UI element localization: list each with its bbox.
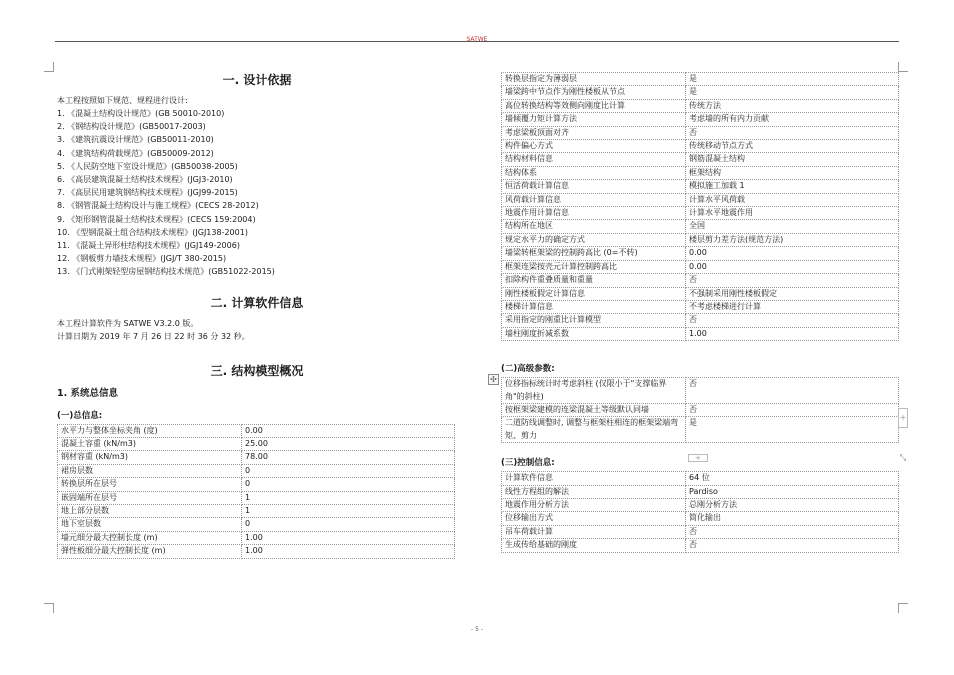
param-value-cell[interactable]: 78.00 (242, 451, 455, 464)
param-value-cell[interactable]: 1 (242, 491, 455, 504)
param-name-cell[interactable]: 吊车荷载计算 (502, 525, 686, 538)
table-row (502, 73, 899, 86)
table-row (58, 478, 455, 491)
param-name-cell[interactable]: 结构所在地区 (502, 220, 686, 233)
code-list-item: 7. 《高层民用建筑钢结构技术规程》(JGJ99-2015) (57, 188, 238, 198)
table-row (502, 403, 899, 416)
table-row (502, 220, 899, 233)
param-value-cell[interactable]: 1.00 (686, 327, 899, 340)
table-resize-handle-icon[interactable]: ⤡ (899, 453, 907, 462)
table-row (502, 314, 899, 327)
param-name-cell[interactable]: 位移输出方式 (502, 512, 686, 525)
param-name-cell[interactable]: 水平力与整体坐标夹角 (度) (58, 424, 242, 437)
table-row (502, 113, 899, 126)
param-value-cell[interactable]: 钢筋混凝土结构 (686, 153, 899, 166)
param-value-cell[interactable]: 0.00 (686, 247, 899, 260)
table-row (502, 498, 899, 511)
param-name-cell[interactable]: 刚性楼板假定计算信息 (502, 287, 686, 300)
param-name-cell[interactable]: 扣除构件重叠质量和重量 (502, 274, 686, 287)
table-row (502, 260, 899, 273)
param-name-cell[interactable]: 结构材料信息 (502, 153, 686, 166)
param-name-cell[interactable]: 二道防线调整时, 调整与框架柱相连的框架梁端弯矩、剪力 (502, 417, 686, 443)
code-list-item: 12. 《钢板剪力墙技术规程》(JGJ/T 380-2015) (57, 254, 227, 264)
table-row (502, 233, 899, 246)
param-value-cell[interactable]: 0 (242, 464, 455, 477)
left-column (57, 72, 457, 559)
table-row (502, 327, 899, 340)
param-name-cell[interactable]: 按框架梁建模的连梁混凝土等级默认同墙 (502, 403, 686, 416)
param-name-cell[interactable]: 高位转换结构等效侧向刚度比计算 (502, 99, 686, 112)
crop-mark-top-left (44, 62, 54, 72)
param-name-cell[interactable]: 规定水平力的确定方式 (502, 233, 686, 246)
table-row (58, 545, 455, 558)
param-value-cell[interactable]: 否 (686, 314, 899, 327)
code-list (57, 107, 457, 279)
param-value-cell[interactable]: 不强制采用刚性楼板假定 (686, 287, 899, 300)
code-list-item: 10. 《型钢混凝土组合结构技术规程》(JGJ138-2001) (57, 227, 248, 237)
code-list-item: 11. 《混凝土异形柱结构技术规程》(JGJ149-2006) (57, 241, 240, 251)
param-name-cell[interactable]: 地震作用分析方法 (502, 498, 686, 511)
calc-date-text: 计算日期为 2019 年 7 月 26 日 22 时 36 分 32 秒。 (57, 331, 250, 341)
table-row (502, 300, 899, 313)
param-name-cell[interactable]: 墙梁转框架梁的控制跨高比 (0=不转) (502, 247, 686, 260)
param-value-cell[interactable]: 模拟施工加载 1 (686, 180, 899, 193)
table-row (502, 417, 899, 443)
design-basis-intro: 本工程按照如下规范、规程进行设计: (57, 96, 188, 105)
code-list-item: 3. 《建筑抗震设计规范》(GB50011-2010) (57, 135, 214, 145)
param-value-cell[interactable]: 否 (686, 274, 899, 287)
param-value-cell[interactable]: 25.00 (242, 438, 455, 451)
param-value-cell[interactable]: 否 (686, 539, 899, 552)
table-row (58, 505, 455, 518)
table-row (58, 491, 455, 504)
param-value-cell[interactable]: 计算水平风荷载 (686, 193, 899, 206)
param-name-cell[interactable]: 地上部分层数 (58, 505, 242, 518)
param-name-cell[interactable]: 计算软件信息 (502, 472, 686, 485)
table-row (502, 287, 899, 300)
param-name-cell[interactable]: 墙倾覆力矩计算方法 (502, 113, 686, 126)
param-name-cell[interactable]: 结构体系 (502, 166, 686, 179)
param-value-cell[interactable]: 否 (686, 126, 899, 139)
table-row (502, 193, 899, 206)
table-row (502, 525, 899, 538)
table-row (502, 485, 899, 498)
table-row (502, 539, 899, 552)
param-name-cell[interactable]: 嵌固端所在层号 (58, 491, 242, 504)
table-row (502, 153, 899, 166)
code-list-item: 9. 《矩形钢管混凝土结构技术规程》(CECS 159:2004) (57, 214, 256, 224)
table-row (502, 207, 899, 220)
param-value-cell[interactable]: 0 (242, 478, 455, 491)
code-list-item: 1. 《混凝土结构设计规范》(GB 50010-2010) (57, 109, 225, 118)
code-list-item: 2. 《钢结构设计规范》(GB50017-2003) (57, 122, 206, 132)
crop-mark-bottom-right (898, 603, 908, 613)
param-value-cell[interactable]: 传统方法 (686, 99, 899, 112)
table-row (58, 464, 455, 477)
param-value-cell[interactable]: 传统移动节点方式 (686, 140, 899, 153)
code-list-item: 6. 《高层建筑混凝土结构技术规程》(JGJ3-2010) (57, 175, 233, 185)
code-list-item: 13. 《门式刚架轻型房屋钢结构技术规范》(GB51022-2015) (57, 267, 275, 277)
table-row (502, 274, 899, 287)
param-value-cell[interactable]: Pardiso (686, 485, 899, 498)
param-name-cell[interactable]: 转换层指定为薄弱层 (502, 73, 686, 86)
param-value-cell[interactable]: 不考虑楼梯进行计算 (686, 300, 899, 313)
general-info-heading: (一)总信息: (57, 410, 103, 421)
crop-mark-bottom-left (44, 603, 54, 613)
param-value-cell[interactable]: 是 (686, 86, 899, 99)
page-header: SATWE (466, 36, 488, 43)
param-name-cell[interactable]: 框架连梁按壳元计算控制跨高比 (502, 260, 686, 273)
param-name-cell[interactable]: 墙柱刚度折减系数 (502, 327, 686, 340)
table-row (58, 451, 455, 464)
param-value-cell[interactable]: 是 (686, 417, 899, 443)
param-value-cell[interactable]: 1.00 (242, 531, 455, 544)
param-value-cell[interactable]: 1 (242, 505, 455, 518)
table-row (502, 472, 899, 485)
page-footer: - 5 - (471, 626, 483, 633)
param-name-cell[interactable]: 墙元细分最大控制长度 (m) (58, 531, 242, 544)
right-column (501, 72, 901, 553)
section-software-title: 二. 计算软件信息 (210, 295, 304, 310)
param-value-cell[interactable]: 全国 (686, 220, 899, 233)
table-row (502, 512, 899, 525)
table-row (502, 86, 899, 99)
structure-params-table (501, 72, 899, 341)
header-divider (55, 41, 899, 42)
param-name-cell[interactable]: 混凝土容重 (kN/m3) (58, 438, 242, 451)
table-row (502, 166, 899, 179)
param-name-cell[interactable]: 风荷载计算信息 (502, 193, 686, 206)
control-info-table (501, 471, 899, 552)
param-name-cell[interactable]: 转换层所在层号 (58, 478, 242, 491)
param-value-cell[interactable]: 是 (686, 73, 899, 86)
param-value-cell[interactable]: 0.00 (242, 424, 455, 437)
param-value-cell[interactable]: 考虑墙的所有内力贡献 (686, 113, 899, 126)
param-value-cell[interactable]: 64 位 (686, 472, 899, 485)
general-info-table (57, 424, 455, 559)
param-value-cell[interactable]: 框架结构 (686, 166, 899, 179)
section-model-title: 三. 结构模型概况 (210, 363, 304, 378)
param-name-cell[interactable]: 弹性板细分最大控制长度 (m) (58, 545, 242, 558)
param-value-cell[interactable]: 楼层剪力差方法(规范方法) (686, 233, 899, 246)
advanced-params-table (501, 377, 899, 443)
control-info-heading: (三)控制信息: (501, 458, 555, 469)
table-move-handle-icon[interactable]: ✣ (488, 374, 499, 385)
param-name-cell[interactable]: 线性方程组的解法 (502, 485, 686, 498)
table-row (58, 518, 455, 531)
crop-mark-top-right (898, 62, 908, 72)
add-column-icon[interactable]: + (898, 408, 908, 428)
param-name-cell[interactable]: 构件偏心方式 (502, 140, 686, 153)
param-name-cell[interactable]: 楼梯计算信息 (502, 300, 686, 313)
param-value-cell[interactable]: 计算水平地震作用 (686, 207, 899, 220)
param-name-cell[interactable]: 钢材容重 (kN/m3) (58, 451, 242, 464)
code-list-item: 8. 《钢管混凝土结构设计与施工规程》(CECS 28-2012) (57, 201, 259, 211)
param-value-cell[interactable]: 1.00 (242, 545, 455, 558)
param-name-cell[interactable]: 恒活荷载计算信息 (502, 180, 686, 193)
param-value-cell[interactable]: 简化输出 (686, 512, 899, 525)
param-value-cell[interactable]: 否 (686, 378, 899, 404)
param-value-cell[interactable]: 总刚分析方法 (686, 498, 899, 511)
param-value-cell[interactable]: 否 (686, 403, 899, 416)
param-name-cell[interactable]: 考虑梁板顶面对齐 (502, 126, 686, 139)
table-row (502, 247, 899, 260)
table-row (58, 438, 455, 451)
code-list-item: 5. 《人民防空地下室设计规范》(GB50038-2005) (57, 161, 238, 171)
param-value-cell[interactable]: 0 (242, 518, 455, 531)
table-row (58, 424, 455, 437)
software-version-text: 本工程计算软件为 SATWE V3.2.0 版。 (57, 318, 199, 328)
param-value-cell[interactable]: 否 (686, 525, 899, 538)
advanced-params-heading: (二)高级参数: (501, 364, 555, 375)
section-design-basis-title: 一. 设计依据 (222, 73, 292, 87)
system-info-subtitle: 1. 系统总信息 (57, 387, 119, 399)
table-row (502, 99, 899, 112)
table-row (58, 531, 455, 544)
add-row-icon[interactable]: + (688, 454, 708, 462)
table-row (502, 180, 899, 193)
param-name-cell[interactable]: 采用指定的刚重比计算模型 (502, 314, 686, 327)
param-name-cell[interactable]: 地下室层数 (58, 518, 242, 531)
param-name-cell[interactable]: 生成传给基础的刚度 (502, 539, 686, 552)
param-name-cell[interactable]: 地震作用计算信息 (502, 207, 686, 220)
param-name-cell[interactable]: 墙梁跨中节点作为刚性楼板从节点 (502, 86, 686, 99)
param-value-cell[interactable]: 0.00 (686, 260, 899, 273)
table-row (502, 140, 899, 153)
code-list-item: 4. 《建筑结构荷载规范》(GB50009-2012) (57, 148, 214, 158)
param-name-cell[interactable]: 裙房层数 (58, 464, 242, 477)
table-row (502, 126, 899, 139)
param-name-cell[interactable]: 位移指标统计时考虑斜柱 (仅限小于"支撑临界角"的斜柱) (502, 378, 686, 404)
table-row (502, 378, 899, 404)
